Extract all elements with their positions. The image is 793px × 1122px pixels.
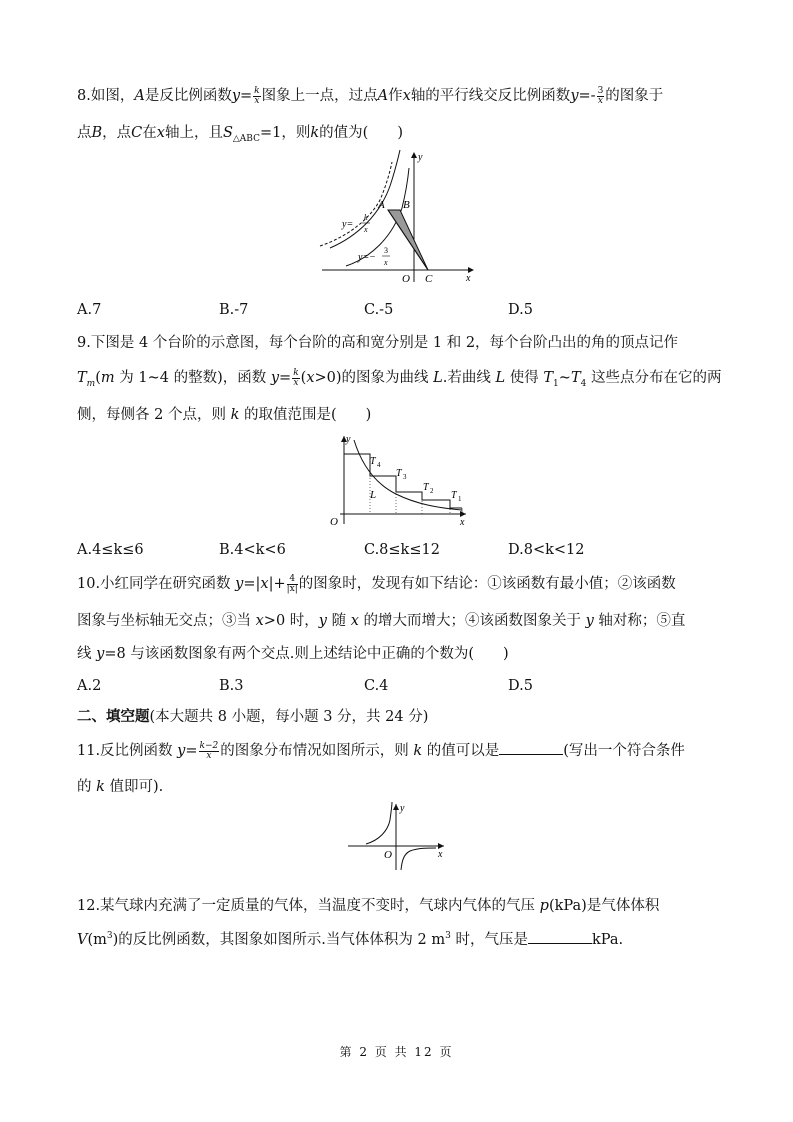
y-axis-label: y [346, 434, 351, 445]
q8-option-c[interactable]: C.-5 [364, 302, 394, 318]
q9-line2: $T_m(m$ 为 1~4 的整数)，函数 y= $\frac{k}{x}$ (x>0)的图象为曲线 L.若曲线 L 使得 $T_1\sim T_4$ 这些点分布在它的两 [77, 367, 722, 389]
T1-sub: 1 [458, 495, 462, 503]
T4-label: T [370, 456, 376, 467]
T2-label: T [423, 482, 429, 493]
q9-line1: 9.下图是 4 个台阶的示意图，每个台阶的高和宽分别是 1 和 2，每个台阶凸出的角的顶点记作 [77, 335, 679, 351]
q10-option-c[interactable]: C.4 [364, 678, 389, 694]
x-axis-label: x [466, 273, 471, 284]
q9-line3: 侧，每侧各 2 个点，则 k 的取值范围是( ) [77, 407, 372, 423]
origin-label: O [402, 273, 410, 285]
q9-figure [326, 432, 472, 528]
q12-line1: 12.某气球内充满了一定质量的气体，当温度不变时，气球内气体的气压 p(kPa)是气体体积 [77, 898, 660, 914]
q10-option-d[interactable]: D.5 [508, 678, 533, 694]
q12-answer-blank[interactable] [528, 929, 592, 944]
T2-sub: 2 [430, 487, 434, 495]
y-axis-label: y [418, 152, 423, 163]
q11-answer-blank[interactable] [499, 740, 563, 755]
curve-neg3-label-num: 3 [384, 246, 388, 255]
page-footer: 第 2 页 共 12 页 [339, 1045, 454, 1059]
q9-option-d[interactable]: D.8<k<12 [508, 542, 585, 558]
curve-k-label-den: x [364, 225, 368, 234]
q10-line2: 图象与坐标轴无交点；③当 x>0 时，y 随 x 的增大而增大；④该函数图象关于 y 轴对称；⑤直 [77, 613, 686, 629]
T3-label: T [396, 468, 402, 479]
q11-line1: 11.反比例函数 y= $\frac{k-2}{x}$ 的图象分布情况如图所示，则 k 的值可以是 (写出一个符合条件 [77, 740, 685, 761]
q8-option-a[interactable]: A.7 [77, 302, 102, 318]
point-C-label: C [425, 273, 433, 285]
origin-label: O [384, 849, 392, 861]
T3-sub: 3 [403, 473, 407, 481]
q9-option-c[interactable]: C.8≤k≤12 [364, 542, 440, 558]
T1-label: T [451, 490, 457, 501]
q12-line2: $V(m^3)$的反比例函数，其图象如图所示.当气体体积为 2 $m^3$ 时，气压是 kPa. [77, 926, 623, 950]
curve-neg3-label-den: x [384, 258, 388, 267]
curve-k-label-num: k [364, 213, 368, 222]
curve-k-label-y: y= [342, 219, 354, 230]
q10-option-b[interactable]: B.3 [219, 678, 244, 694]
q11-line2: 的 k 值即可). [77, 779, 164, 795]
T4-sub: 4 [377, 461, 381, 469]
q8-option-d[interactable]: D.5 [508, 302, 533, 318]
q9-option-a[interactable]: A.4≤k≤6 [77, 542, 144, 558]
section2-heading: 二、填空题(本大题共 8 小题，每小题 3 分，共 24 分) [77, 708, 429, 725]
q8-line2: 点B，点C在x轴上，且$S_{\triangle ABC}=1$，则k的值为( ) [77, 125, 403, 144]
x-axis-label: x [460, 517, 465, 528]
point-A-label: A [378, 199, 385, 211]
q10-option-a[interactable]: A.2 [77, 678, 102, 694]
q8-figure [318, 148, 478, 286]
q11-figure [344, 800, 448, 872]
y-axis-label: y [400, 803, 405, 814]
q8-line1: 8.如图，A是反比例函数y= $\frac{k}{x}$ 图象上一点，过点A作x轴的平行线交反比例函数y=- $\frac{3}{x}$ 的图象于 [77, 85, 664, 106]
origin-label: O [330, 516, 338, 528]
x-axis-label: x [438, 849, 443, 860]
curve-L-label: L [370, 489, 377, 501]
q9-option-b[interactable]: B.4<k<6 [219, 542, 286, 558]
q8-option-b[interactable]: B.-7 [219, 302, 249, 318]
q10-line3: 线 y=8 与该函数图象有两个交点.则上述结论中正确的个数为( ) [77, 646, 509, 662]
point-B-label: B [403, 199, 410, 211]
curve-neg3-label-y: y=− [358, 252, 376, 263]
q10-line1: 10.小红同学在研究函数 y=|x|+ $\frac{4}{|x|}$ 的图象时，发现有如下结论：①该函数有最小值；②该函数 [77, 573, 676, 594]
